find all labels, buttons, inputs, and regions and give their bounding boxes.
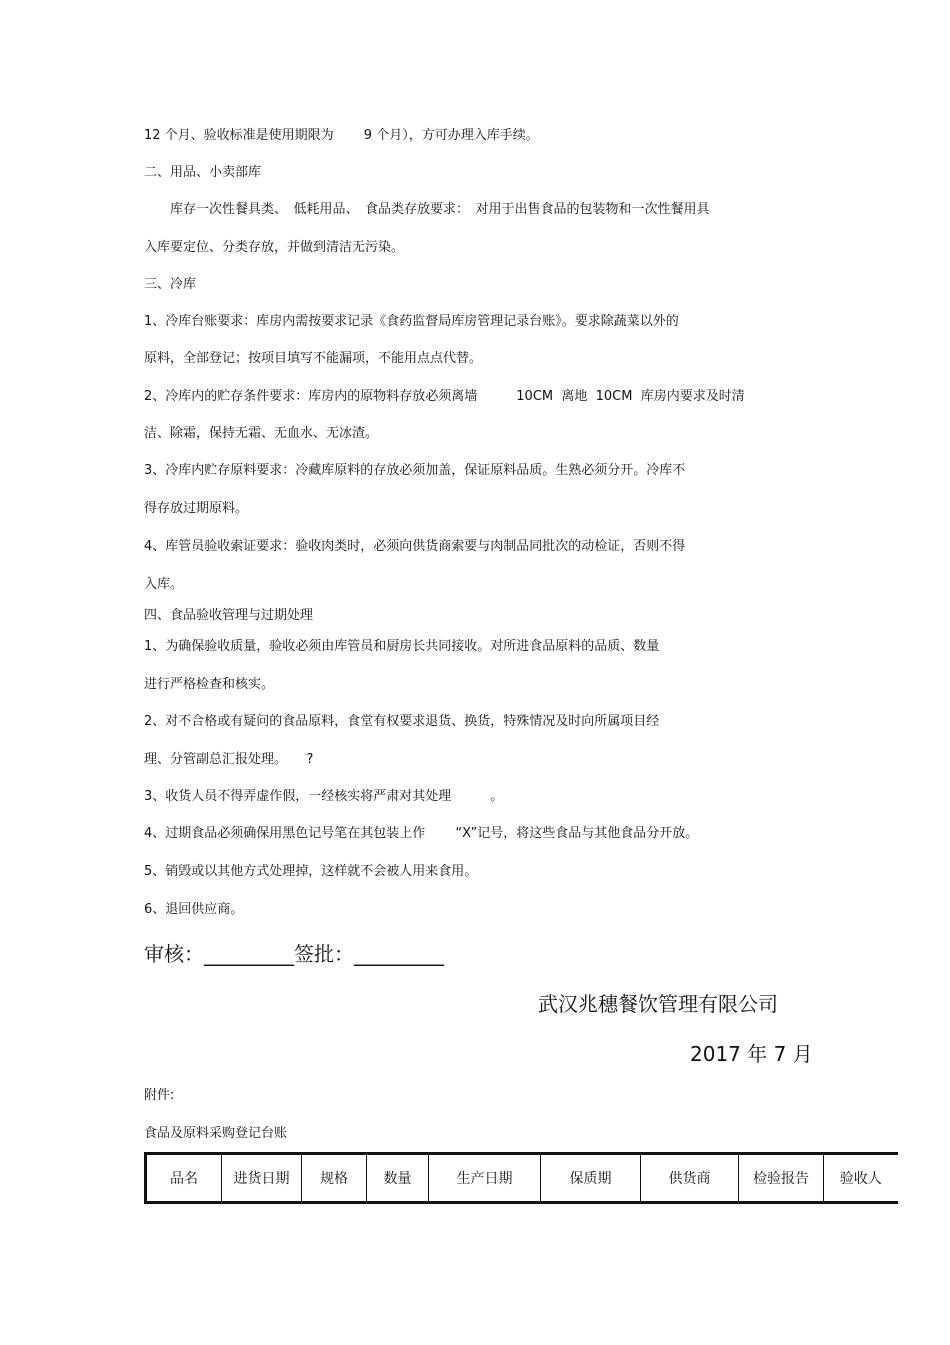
header-receiver: 验收人 [824, 1154, 898, 1203]
ledger-title: 食品及原料采购登记台账 [144, 1126, 288, 1141]
line-04: 入库要定位、分类存放，并做到清洁无污染。 [144, 240, 405, 255]
line-18: 理、分管副总汇报处理。 ? [144, 752, 314, 767]
header-shelf-life: 保质期 [541, 1154, 641, 1203]
header-supplier: 供货商 [641, 1154, 739, 1203]
signature-line: 审核：_________签批：_________ [144, 942, 444, 966]
header-product-name: 品名 [146, 1154, 222, 1203]
table-header-row [146, 1154, 898, 1203]
line-09: 洁、除霜，保持无霜、无血水、无冰渣。 [144, 426, 379, 441]
line-03: 库存一次性餐具类、 低耗用品、 食品类存放要求： 对用于出售食品的包装物和一次性餐用具 [144, 202, 710, 217]
purchase-ledger-table [144, 1152, 898, 1204]
line-08: 2、冷库内的贮存条件要求：库房内的原物料存放必须离墙 10CM 离地 10CM 库房内要求及时清 [144, 389, 745, 404]
section-heading-cold-storage: 三、冷库 [144, 277, 197, 292]
line-17: 2、对不合格或有疑问的食品原料，食堂有权要求退货、换货，特殊情况及时向所属项目经 [144, 714, 660, 729]
header-production-date: 生产日期 [429, 1154, 541, 1203]
line-11: 得存放过期原料。 [144, 501, 249, 516]
line-16: 进行严格检查和核实。 [144, 677, 275, 692]
section-heading-inspection: 四、食品验收管理与过期处理 [144, 608, 314, 623]
line-22: 6、退回供应商。 [144, 902, 244, 917]
header-inspection-report: 检验报告 [739, 1154, 824, 1203]
header-purchase-date: 进货日期 [222, 1154, 302, 1203]
line-20: 4、过期食品必须确保用黑色记号笔在其包装上作 “X”记号，将这些食品与其他食品分开放。 [144, 826, 699, 841]
line-07: 原料，全部登记；按项目填写不能漏项，不能用点点代替。 [144, 351, 483, 366]
line-01: 12 个月、验收标准是使用期限为 9 个月），方可办理入库手续。 [144, 128, 539, 143]
line-13: 入库。 [144, 577, 184, 592]
company-name: 武汉兆穗餐饮管理有限公司 [538, 992, 778, 1016]
line-12: 4、库管员验收索证要求：验收肉类时，必须向供货商索要与肉制品同批次的动检证，否则不得 [144, 539, 686, 554]
attachment-label: 附件: [144, 1088, 175, 1103]
line-21: 5、销毁或以其他方式处理掉，这样就不会被人用来食用。 [144, 864, 478, 879]
section-heading-supplies: 二、用品、小卖部库 [144, 165, 262, 180]
line-10: 3、冷库内贮存原料要求：冷藏库原料的存放必须加盖，保证原料品质。生熟必须分开。冷库不 [144, 463, 686, 478]
line-15: 1、为确保验收质量，验收必须由库管员和厨房长共同接收。对所进食品原料的品质、数量 [144, 639, 660, 654]
line-19: 3、收货人员不得弄虚作假，一经核实将严肃对其处理 。 [144, 789, 504, 804]
document-date: 2017 年 7 月 [690, 1042, 813, 1066]
header-specification: 规格 [302, 1154, 367, 1203]
header-quantity: 数量 [367, 1154, 429, 1203]
line-06: 1、冷库台账要求：库房内需按要求记录《食药监督局库房管理记录台账》。要求除蔬菜以外的 [144, 314, 679, 329]
